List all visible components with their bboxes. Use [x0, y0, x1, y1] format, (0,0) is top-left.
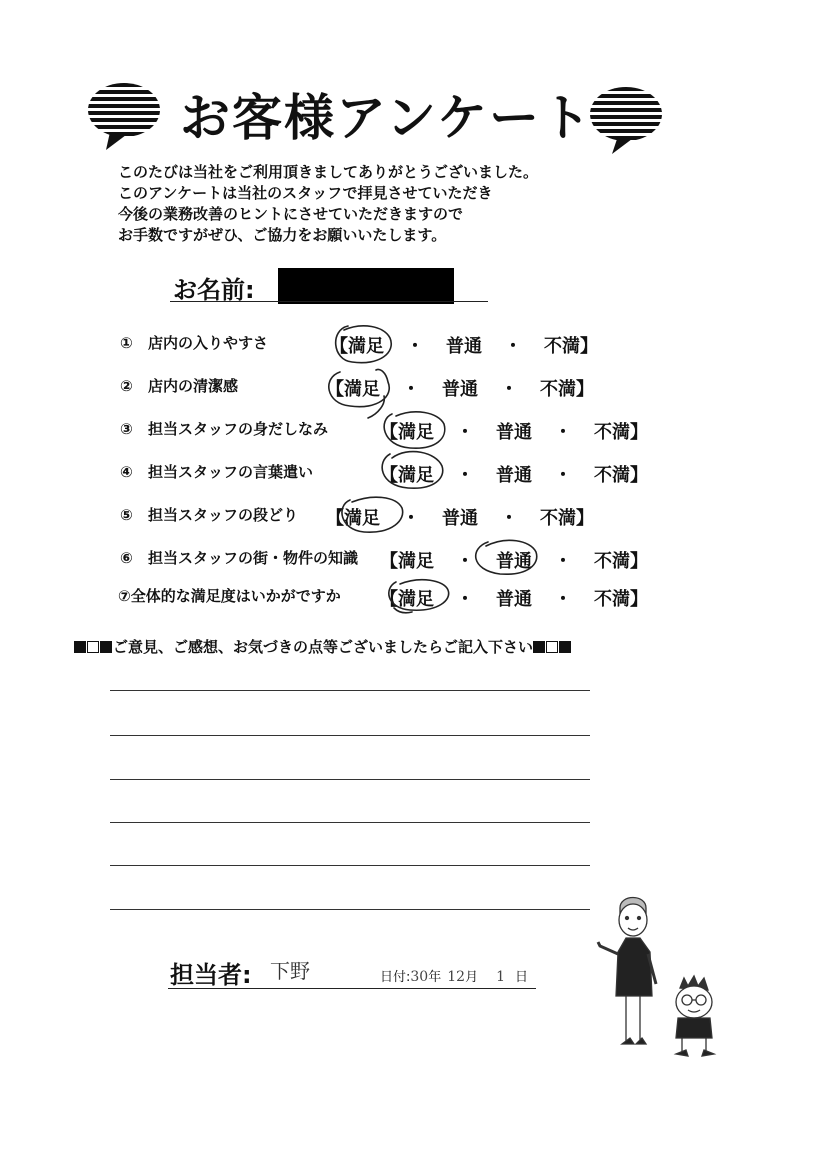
options-7: 【満足 ・ 普通 ・ 不満】	[380, 585, 648, 611]
filled-square-icon	[533, 641, 545, 653]
comment-line[interactable]	[110, 909, 590, 910]
options-5: 【満足 ・ 普通 ・ 不満】	[326, 504, 594, 530]
intro-line: 今後の業務改善のヒントにさせていただきますので	[118, 205, 464, 223]
option-unsatisfied[interactable]: 不満	[540, 379, 576, 400]
option-satisfied[interactable]: 満足	[398, 551, 434, 572]
filled-square-icon	[74, 641, 86, 653]
option-unsatisfied[interactable]: 不満	[594, 465, 630, 486]
staff-label: 担当者:	[170, 961, 252, 989]
option-satisfied[interactable]: 満足	[398, 465, 434, 486]
option-normal[interactable]: 普通	[496, 465, 532, 486]
staff-mascot-illustration	[596, 892, 726, 1060]
name-label: お名前:	[173, 276, 255, 304]
comment-line[interactable]	[110, 779, 590, 780]
question-number: ⑥	[120, 549, 133, 567]
option-normal[interactable]: 普通	[442, 379, 478, 400]
date-year: 30	[410, 969, 429, 985]
question-text: 店内の入りやすさ	[147, 334, 268, 352]
intro-line: このアンケートは当社のスタッフで拝見させていただき	[118, 184, 493, 202]
selection-circle-q2	[329, 370, 389, 419]
question-text: 担当スタッフの段どり	[147, 506, 298, 524]
option-normal[interactable]: 普通	[496, 551, 532, 572]
question-text: 全体的な満足度はいかがですか	[130, 587, 341, 605]
options-3: 【満足 ・ 普通 ・ 不満】	[380, 418, 648, 444]
options-2: 【満足 ・ 普通 ・ 不満】	[326, 375, 594, 401]
question-text: 担当スタッフの言葉遣い	[147, 463, 313, 481]
option-unsatisfied[interactable]: 不満	[594, 422, 630, 443]
option-normal[interactable]: 普通	[496, 422, 532, 443]
open-square-icon	[546, 641, 558, 653]
option-satisfied[interactable]: 満足	[344, 379, 380, 400]
staff-name-handwritten: 下野	[270, 959, 310, 983]
question-number: ①	[120, 334, 133, 352]
option-unsatisfied[interactable]: 不満	[544, 336, 580, 357]
selection-circle-q4	[382, 452, 443, 489]
selection-circle-q6	[476, 540, 537, 574]
question-text: 店内の清潔感	[147, 377, 238, 395]
staff-underline	[168, 988, 536, 989]
option-normal[interactable]: 普通	[496, 589, 532, 610]
date-field: 日付:30年 12月 1 日	[380, 969, 529, 985]
option-satisfied[interactable]: 満足	[398, 422, 434, 443]
option-normal[interactable]: 普通	[442, 508, 478, 529]
option-satisfied[interactable]: 満足	[348, 336, 384, 357]
date-day: 1	[496, 969, 505, 985]
option-unsatisfied[interactable]: 不満	[540, 508, 576, 529]
comment-line[interactable]	[110, 865, 590, 866]
comment-line[interactable]	[110, 822, 590, 823]
filled-square-icon	[559, 641, 571, 653]
option-satisfied[interactable]: 満足	[398, 589, 434, 610]
selection-circle-q1	[336, 326, 392, 363]
options-6: 【満足 ・ 普通 ・ 不満】	[380, 547, 648, 573]
comment-heading: ご意見、ご感想、お気づきの点等ございましたらご記入下さい	[74, 636, 572, 657]
page-title: お客様アンケート	[180, 89, 593, 147]
question-text: 担当スタッフの街・物件の知識	[147, 549, 358, 567]
comment-line[interactable]	[110, 690, 590, 691]
question-number: ⑤	[120, 506, 133, 524]
question-number: ③	[120, 420, 133, 438]
selection-circle-q5	[342, 497, 403, 532]
open-square-icon	[87, 641, 99, 653]
question-number: ④	[120, 463, 133, 481]
option-satisfied[interactable]: 満足	[344, 508, 380, 529]
question-number: ⑦	[118, 587, 131, 605]
selection-circle-q3	[384, 412, 445, 448]
intro-line: このたびは当社をご利用頂きましてありがとうございました。	[118, 163, 539, 181]
question-number: ②	[120, 377, 133, 395]
option-unsatisfied[interactable]: 不満	[594, 589, 630, 610]
comment-line[interactable]	[110, 735, 590, 736]
option-unsatisfied[interactable]: 不満	[594, 551, 630, 572]
options-1: 【満足 ・ 普通 ・ 不満】	[330, 332, 598, 358]
question-text: 担当スタッフの身だしなみ	[147, 420, 328, 438]
date-month: 12	[447, 969, 466, 985]
option-normal[interactable]: 普通	[446, 336, 482, 357]
filled-square-icon	[100, 641, 112, 653]
options-4: 【満足 ・ 普通 ・ 不満】	[380, 461, 648, 487]
selection-circle-q7	[389, 580, 449, 613]
intro-line: お手数ですがぜひ、ご協力をお願いいたします。	[118, 226, 447, 244]
